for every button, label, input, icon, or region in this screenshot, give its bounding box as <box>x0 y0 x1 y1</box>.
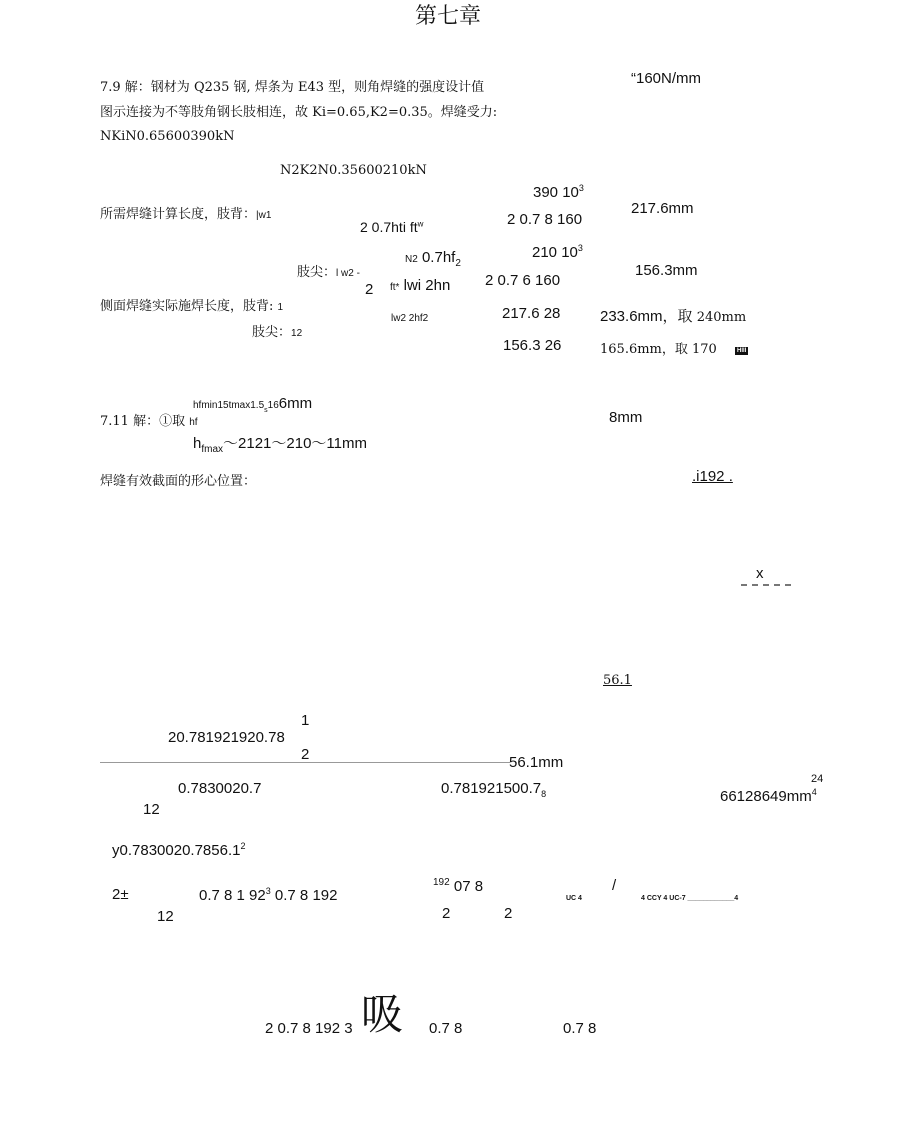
formula-lw2: lw2 2hf2 <box>391 313 429 324</box>
result-8mm: 8mm <box>609 409 643 426</box>
eq-two: 2 <box>301 746 310 763</box>
hf-max: $h_{fmax}\sim 2121\sim 210\sim 11mm$ <box>193 435 367 455</box>
eq-one: 1 <box>301 712 310 729</box>
problem-7-11-line-1: 7.11 解：①取 hf <box>100 414 198 429</box>
eq-bottom-078-b: 0.7 8 <box>563 1020 597 1037</box>
axis-x-label: x <box>756 565 764 582</box>
eq-bottom: 2 0.7 8 192 3 <box>265 1020 353 1037</box>
eq-denom-mid: $0.781921500.7_8$ <box>441 780 547 799</box>
numerator-390: 390 $10^3$ <box>533 183 584 201</box>
actual-tip-result: 165.6mm，取 170 <box>600 342 717 357</box>
result-217: 217.6mm <box>631 200 694 217</box>
fraction-rule <box>100 762 510 763</box>
eq-result: 56.1mm <box>509 754 564 771</box>
axis-x-line <box>741 584 791 586</box>
force-n2: N2K2N0.35600210kN <box>280 163 427 178</box>
problem-7-9-line-2: 图示连接为不等肢角钢长肢相连，故 Ki=0.65,K2=0.35。焊缝受力: <box>100 105 498 120</box>
eq-glyph: 吸 <box>361 990 404 1039</box>
eq-192-078: $^{192}$ 07 8 <box>433 877 484 895</box>
eq-12-b: 12 <box>157 908 174 925</box>
formula-denominator-1: 2 0.7hti $ft^w$ <box>360 219 424 235</box>
eq-uc4: UC 4 <box>566 895 582 902</box>
actual-tip-label: 肢尖：12 <box>252 325 303 340</box>
value-i192: .i192 . <box>692 468 733 485</box>
eq-denom-left: 0.7830020.7 <box>178 780 262 797</box>
formula-n2: N2 $0.7hf_2$ <box>405 249 461 269</box>
calc-length-label: 所需焊缝计算长度，肢背：|w1 <box>100 207 272 222</box>
moment-of-inertia: $66128649mm^4$ <box>720 787 817 805</box>
formula-two: 2 <box>365 281 374 298</box>
eq-p1: 0.7 8 1 $92^3$ 0.7 8 192 <box>199 886 338 904</box>
value-56-1: 56.1 <box>603 673 632 688</box>
eq-numerator: 20.781921920.78 <box>168 729 285 746</box>
eq-exp-24: 24 <box>811 773 824 785</box>
formula-ft: ft* lwi 2hn <box>390 277 451 294</box>
eq-12-a: 12 <box>143 801 160 818</box>
numerator-210: 210 $10^3$ <box>532 243 583 261</box>
eq-2-a: 2 <box>442 905 451 922</box>
page-title: 第七章 <box>415 4 482 29</box>
eq-pm: 2± <box>112 886 129 903</box>
hf-min: $hfmin15tmax1.5_s166mm$ <box>193 395 313 414</box>
eq-bottom-078-a: 0.7 8 <box>429 1020 463 1037</box>
result-156: 156.3mm <box>635 262 698 279</box>
problem-7-9-line-1: 7.9 解：钢材为 Q235 钢, 焊条为 E43 型，则角焊缝的强度设计值 <box>100 80 485 95</box>
eq-slash: / <box>612 877 617 894</box>
centroid-label: 焊缝有效截面的形心位置： <box>100 474 257 489</box>
eq-2-b: 2 <box>504 905 513 922</box>
stamp-badge: HIII <box>737 348 747 354</box>
actual-back: 217.6 28 <box>502 305 561 322</box>
divisor-1: 2 0.7 8 160 <box>507 211 583 228</box>
tip-label: 肢尖：l w2 - <box>297 265 360 280</box>
divisor-2: 2 0.7 6 160 <box>485 272 561 289</box>
force-n1: NKiN0.65600390kN <box>100 129 235 144</box>
actual-back-result: 233.6mm，取 240mm <box>600 308 747 325</box>
actual-tip: 156.3 26 <box>503 337 562 354</box>
eq-ccy: 4 CCY 4 UC-7 ____________4 <box>641 895 739 902</box>
actual-length-label: 侧面焊缝实际施焊长度，肢背: 1 <box>100 299 284 314</box>
design-strength: “160N/mm <box>631 70 702 87</box>
eq-y: y0.7830020.7856.1$^2$ <box>112 841 246 859</box>
